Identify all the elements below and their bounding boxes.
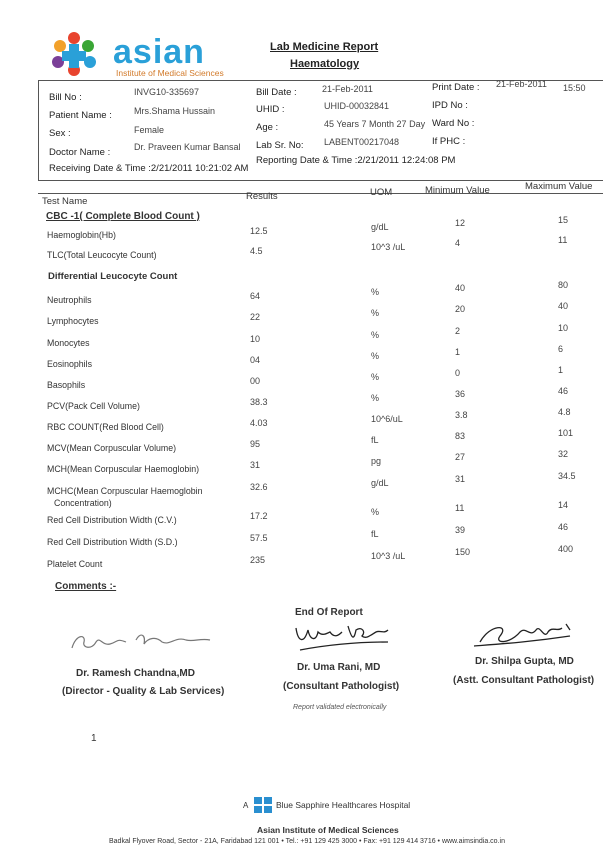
reporting-datetime: Reporting Date & Time :2/21/2011 12:24:08 PM bbox=[256, 155, 456, 166]
test-name: Haemoglobin(Hb) bbox=[47, 230, 116, 240]
bill-date-label: Bill Date : bbox=[256, 87, 297, 98]
partner-prefix: A bbox=[243, 801, 249, 810]
test-name: MCH(Mean Corpuscular Haemoglobin) bbox=[47, 464, 200, 474]
result-value: 17.2 bbox=[250, 511, 268, 521]
min-value: 27 bbox=[455, 452, 466, 462]
test-name: Basophils bbox=[47, 380, 86, 390]
signatory-1-role: (Director - Quality & Lab Services) bbox=[62, 686, 225, 697]
uom-value: % bbox=[371, 287, 380, 297]
uom-value: 10^3 /uL bbox=[371, 242, 406, 252]
test-name: RBC COUNT(Red Blood Cell) bbox=[47, 422, 164, 432]
column-header-line bbox=[38, 193, 603, 194]
max-value: 15 bbox=[558, 215, 569, 225]
result-value: 12.5 bbox=[250, 226, 268, 236]
print-time-value: 15:50 bbox=[563, 83, 586, 93]
col-min: Minimum Value bbox=[425, 185, 490, 196]
uom-value: % bbox=[371, 308, 380, 318]
validated-note: Report validated electronically bbox=[293, 704, 387, 711]
signatory-2-name: Dr. Uma Rani, MD bbox=[297, 662, 381, 673]
min-value: 11 bbox=[455, 503, 465, 513]
uom-value: % bbox=[371, 507, 380, 517]
uom-value: % bbox=[371, 351, 380, 361]
max-value: 10 bbox=[558, 323, 569, 333]
signatory-1-name: Dr. Ramesh Chandna,MD bbox=[76, 668, 195, 679]
uhid-label: UHID : bbox=[256, 104, 285, 115]
test-name: TLC(Total Leucocyte Count) bbox=[47, 250, 157, 260]
result-value: 64 bbox=[250, 291, 261, 301]
patient-name-value: Mrs.Shama Hussain bbox=[134, 106, 216, 116]
uom-value: 10^3 /uL bbox=[371, 551, 406, 561]
result-value: 04 bbox=[250, 355, 261, 365]
test-name-cont: Concentration) bbox=[54, 498, 112, 508]
max-value: 6 bbox=[558, 344, 564, 354]
min-value: 20 bbox=[455, 304, 466, 314]
max-value: 11 bbox=[558, 235, 568, 245]
min-value: 2 bbox=[455, 326, 461, 336]
partner-name: Blue Sapphire Healthcares Hospital bbox=[276, 800, 411, 810]
section-cbc: CBC -1( Complete Blood Count ) bbox=[46, 211, 200, 222]
signatory-3-role: (Astt. Consultant Pathologist) bbox=[453, 675, 595, 686]
doctor-label: Doctor Name : bbox=[49, 147, 111, 158]
min-value: 3.8 bbox=[455, 410, 468, 420]
test-name: Red Cell Distribution Width (S.D.) bbox=[47, 537, 178, 547]
min-value: 0 bbox=[455, 368, 461, 378]
max-value: 4.8 bbox=[558, 407, 571, 417]
min-value: 12 bbox=[455, 218, 466, 228]
ipd-label: IPD No : bbox=[432, 100, 468, 111]
min-value: 39 bbox=[455, 525, 466, 535]
col-max: Maximum Value bbox=[525, 181, 593, 192]
col-uom: UOM bbox=[370, 187, 393, 198]
test-name: MCV(Mean Corpuscular Volume) bbox=[47, 443, 177, 453]
min-value: 31 bbox=[455, 474, 466, 484]
max-value: 400 bbox=[558, 544, 574, 554]
test-name: Lymphocytes bbox=[47, 316, 99, 326]
result-value: 4.5 bbox=[250, 246, 263, 256]
test-name: Platelet Count bbox=[47, 559, 103, 569]
institute-name: Asian Institute of Medical Sciences bbox=[257, 825, 399, 835]
age-value: 45 Years 7 Month 27 Day bbox=[324, 119, 426, 129]
result-value: 22 bbox=[250, 312, 261, 322]
min-value: 36 bbox=[455, 389, 466, 399]
max-value: 80 bbox=[558, 280, 569, 290]
uom-value: % bbox=[371, 330, 380, 340]
report-title: Lab Medicine Report bbox=[270, 41, 379, 53]
uom-value: fL bbox=[371, 435, 379, 445]
max-value: 101 bbox=[558, 428, 574, 438]
max-value: 14 bbox=[558, 500, 569, 510]
bill-no-label: Bill No : bbox=[49, 92, 82, 103]
page-number: 1 bbox=[91, 733, 97, 744]
col-test-name: Test Name bbox=[42, 196, 88, 207]
logo-subtitle: Institute of Medical Sciences bbox=[116, 68, 224, 78]
phc-label: If PHC : bbox=[432, 136, 466, 147]
result-value: 00 bbox=[250, 376, 261, 386]
result-value: 31 bbox=[250, 460, 261, 470]
max-value: 46 bbox=[558, 522, 569, 532]
max-value: 34.5 bbox=[558, 471, 576, 481]
hospital-logo-icon bbox=[44, 30, 112, 80]
test-name: Monocytes bbox=[47, 338, 90, 348]
uom-value: pg bbox=[371, 456, 382, 466]
signatory-3-name: Dr. Shilpa Gupta, MD bbox=[475, 656, 574, 667]
result-value: 235 bbox=[250, 555, 266, 565]
uom-value: fL bbox=[371, 529, 379, 539]
partner-logo-icon bbox=[253, 796, 273, 814]
lab-sr-label: Lab Sr. No: bbox=[256, 140, 304, 151]
signature-ramesh bbox=[66, 626, 216, 658]
result-value: 32.6 bbox=[250, 482, 268, 492]
print-date-label: Print Date : bbox=[432, 82, 480, 93]
uom-value: 10^6/uL bbox=[371, 414, 403, 424]
result-value: 95 bbox=[250, 439, 261, 449]
result-value: 57.5 bbox=[250, 533, 268, 543]
patient-name-label: Patient Name : bbox=[49, 110, 112, 121]
section-differential: Differential Leucocyte Count bbox=[48, 271, 178, 282]
end-of-report: End Of Report bbox=[295, 607, 363, 618]
uom-value: g/dL bbox=[371, 222, 389, 232]
patient-box-bottom bbox=[38, 180, 603, 181]
min-value: 40 bbox=[455, 283, 466, 293]
result-value: 10 bbox=[250, 334, 261, 344]
max-value: 46 bbox=[558, 386, 569, 396]
test-name: PCV(Pack Cell Volume) bbox=[47, 401, 140, 411]
lab-sr-value: LABENT00217048 bbox=[324, 137, 400, 147]
test-name: MCHC(Mean Corpuscular Haemoglobin bbox=[47, 486, 203, 496]
max-value: 32 bbox=[558, 449, 569, 459]
test-name: Eosinophils bbox=[47, 359, 92, 369]
ward-label: Ward No : bbox=[432, 118, 475, 129]
uom-value: % bbox=[371, 372, 380, 382]
receiving-datetime: Receiving Date & Time :2/21/2011 10:21:02 AM bbox=[49, 163, 249, 174]
bill-no-value: INVG10-335697 bbox=[134, 87, 200, 97]
min-value: 1 bbox=[455, 347, 461, 357]
max-value: 1 bbox=[558, 365, 564, 375]
signatory-2-role: (Consultant Pathologist) bbox=[283, 681, 400, 692]
sex-label: Sex : bbox=[49, 128, 71, 139]
doctor-value: Dr. Praveen Kumar Bansal bbox=[134, 142, 241, 152]
col-results: Results bbox=[246, 191, 278, 202]
comments-label: Comments :- bbox=[55, 581, 117, 592]
signature-uma bbox=[292, 620, 392, 656]
sex-value: Female bbox=[134, 125, 165, 135]
result-value: 38.3 bbox=[250, 397, 268, 407]
patient-box-left bbox=[38, 80, 39, 180]
bill-date-value: 21-Feb-2011 bbox=[322, 84, 373, 94]
uhid-value: UHID-00032841 bbox=[324, 101, 390, 111]
uom-value: % bbox=[371, 393, 380, 403]
print-date-value: 21-Feb-2011 bbox=[496, 79, 547, 89]
result-value: 4.03 bbox=[250, 418, 268, 428]
max-value: 40 bbox=[558, 301, 569, 311]
logo-wordmark: asian bbox=[113, 33, 205, 71]
uom-value: g/dL bbox=[371, 478, 389, 488]
min-value: 4 bbox=[455, 238, 461, 248]
age-label: Age : bbox=[256, 122, 279, 133]
signature-shilpa bbox=[470, 618, 580, 652]
min-value: 150 bbox=[455, 547, 471, 557]
institute-address: Badkal Flyover Road, Sector - 21A, Faridabad 121 001 • Tel.: +91 129 425 3000 • Fax: +91 129 414 3716 • www.aimsindia.co.in bbox=[109, 838, 505, 845]
min-value: 83 bbox=[455, 431, 466, 441]
department-title: Haematology bbox=[290, 58, 360, 70]
test-name: Red Cell Distribution Width (C.V.) bbox=[47, 515, 177, 525]
test-name: Neutrophils bbox=[47, 295, 92, 305]
